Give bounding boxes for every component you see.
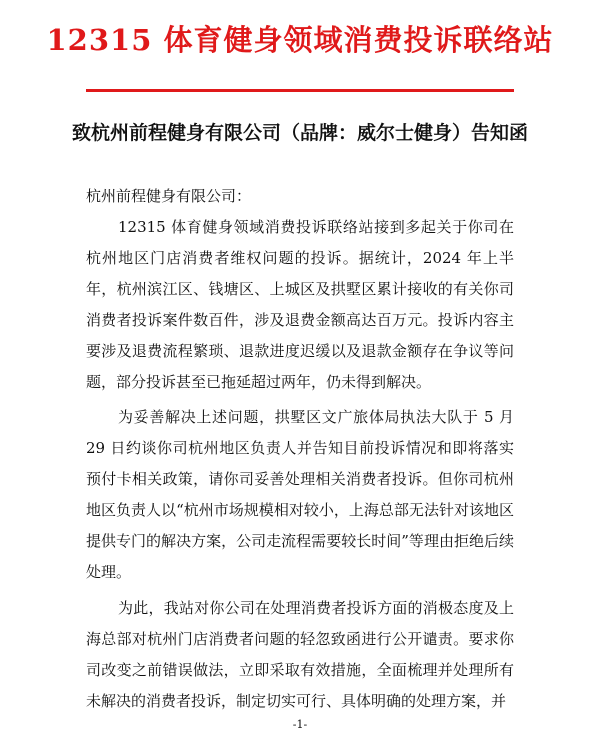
letterhead-red-rule — [86, 89, 514, 92]
body-paragraph-3: 为此，我站对你公司在处理消费者投诉方面的消极态度及上海总部对杭州门店消费者问题的轻忽致函进行公开谴责。要求你司改变之前错误做法，立即采取有效措施，全面梳理并处理所有未解决的消费者投诉，制定切实可行、具体明确的处理方案，并 — [86, 599, 514, 710]
letterhead-title: 12315 体育健身领域消费投诉联络站 — [46, 23, 554, 57]
page-number: -1- — [292, 718, 308, 731]
document-title: 致杭州前程健身有限公司（品牌：威尔士健身）告知函 — [71, 122, 528, 144]
body-paragraph-2: 为妥善解决上述问题，拱墅区文广旅体局执法大队于 5 月 29 日约谈你司杭州地区负责人并告知目前投诉情况和即将落实预付卡相关政策，请你司妥善处理相关消费者投诉。但你司杭州地区负责人以“杭州市场规模相对较小，上海总部无法针对该地区提供专门的解决方案，公司走流程需要较长时间”等理由拒绝后续处理。 — [86, 408, 514, 581]
salutation: 杭州前程健身有限公司： — [86, 187, 252, 205]
body-paragraph-1: 12315 体育健身领域消费投诉联络站接到多起关于你司在杭州地区门店消费者维权问题的投诉。据统计，2024 年上半年，杭州滨江区、钱塘区、上城区及拱墅区累计接收的有关你司消费者投诉案件数百件，涉及退费金额高达百万元。投诉内容主要涉及退费流程繁琐、退款进度迟缓以及退款金额存在争议等问题，部分投诉甚至已拖延超过两年，仍未得到解决。 — [86, 218, 514, 391]
